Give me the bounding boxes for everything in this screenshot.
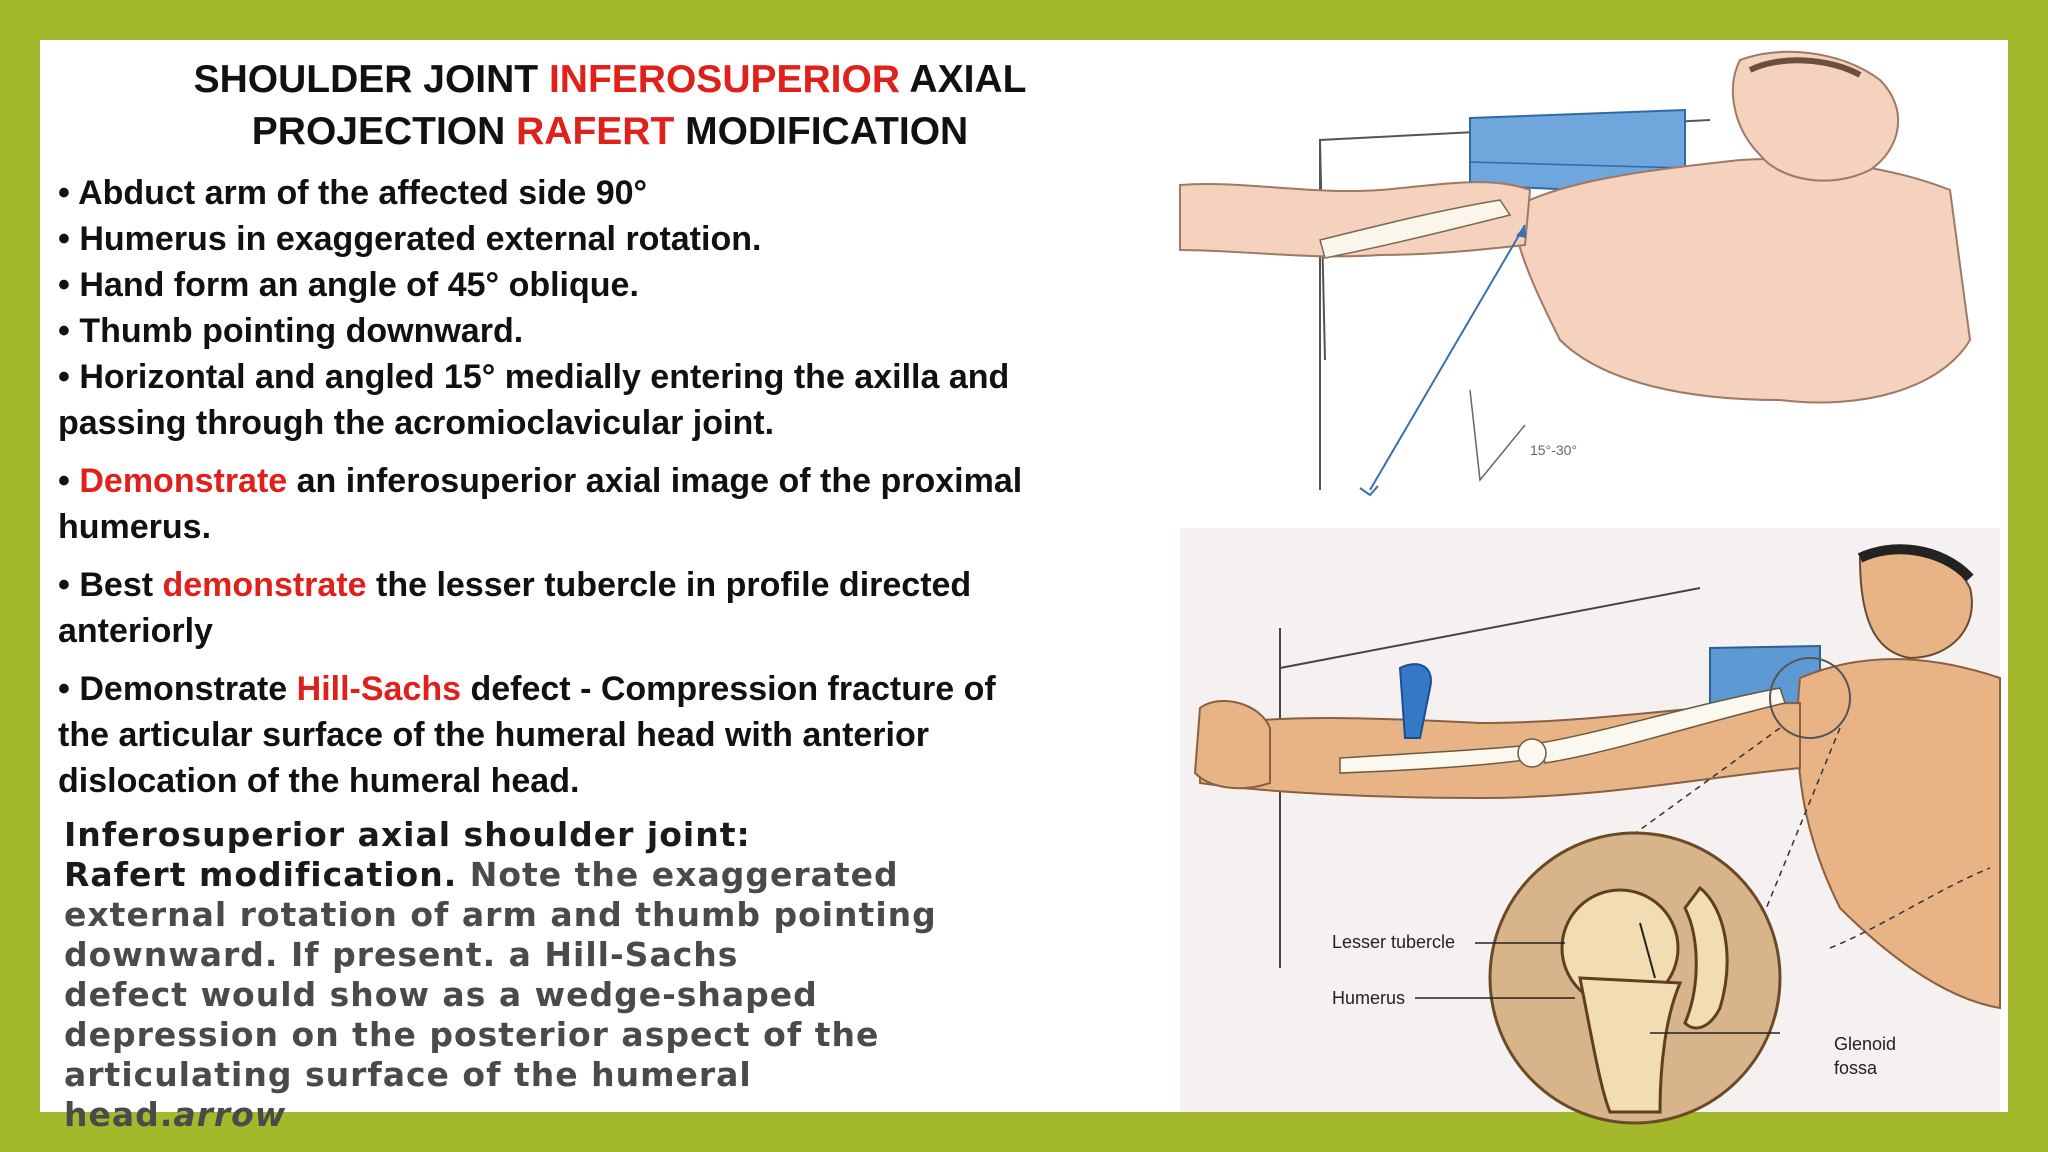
bullet-list [58, 170, 1183, 804]
text-column [40, 40, 1180, 1134]
anatomy-inset-drawing [1180, 528, 2000, 1112]
label-humerus: Humerus [1332, 988, 1406, 1008]
patient-positioning-illustration [1180, 40, 2008, 515]
bullet-humerus: • Humerus in exaggerated external rotation. [58, 220, 762, 258]
label-lesser-tubercle: Lesser tubercle [1332, 932, 1456, 952]
bullet-hill-sachs: • Demonstrate Hill-Sachs defect - Compression fracture of the articular surface of the humeral head with anterior dislocation of the humeral head. [58, 670, 996, 800]
label-glenoid-line1: Glenoid [1834, 1034, 1897, 1054]
title-line-1: SHOULDER JOINT INFEROSUPERIOR AXIAL [193, 58, 1027, 101]
bullet-abduct: • Abduct arm of the affected side 90° [58, 174, 648, 212]
slide-title [40, 54, 1180, 158]
bullet-horizontal: • Horizontal and angled 15° medially entering the axilla and passing through the acromioclavicular joint. [58, 358, 1010, 442]
anatomy-inset-illustration [1180, 528, 2000, 1112]
bullet-hand: • Hand form an angle of 45° oblique. [58, 266, 639, 304]
title-line-2: PROJECTION RAFERT MODIFICATION [251, 110, 969, 153]
bullet-best-demonstrate: • Best demonstrate the lesser tubercle in profile directed anteriorly [58, 566, 972, 650]
angle-label: 15°-30° [1530, 442, 1578, 458]
title-highlight-rafert: RAFERT [516, 110, 675, 153]
figure-caption: Inferosuperior axial shoulder joint: Rafert modification. Note the exaggerated external rotation of arm and thumb pointing downward. If present. a Hill-Sachs defect would show as a wedge-shaped depression on the posterior aspect of the articulating surface of the humeral head.arrow [64, 815, 937, 1134]
bullet-thumb: • Thumb pointing downward. [58, 312, 524, 350]
bullet-demonstrate: • Demonstrate an inferosuperior axial image of the proximal humerus. [58, 462, 1023, 546]
slide [40, 40, 2008, 1134]
title-highlight-inferosuperior: INFEROSUPERIOR [548, 58, 901, 101]
label-glenoid-line2: fossa [1834, 1058, 1878, 1078]
patient-positioning-drawing [1180, 40, 2008, 515]
